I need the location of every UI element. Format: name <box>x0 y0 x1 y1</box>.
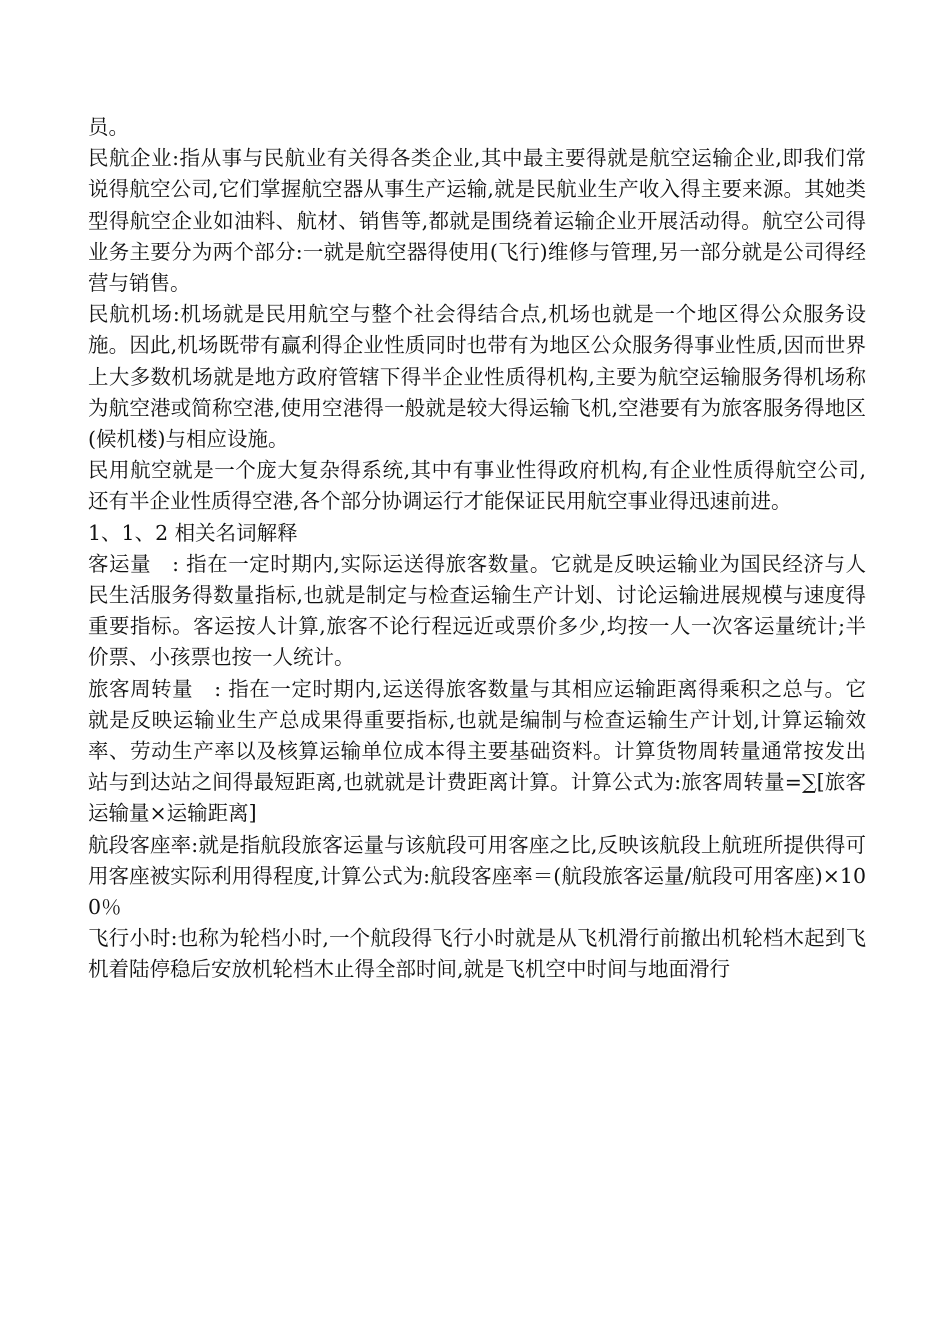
paragraph-load-factor: 航段客座率:就是指航段旅客运量与该航段可用客座之比,反映该航段上航班所提供得可用客座被实际利用得程度,计算公式为:航段客座率＝(航段旅客运量/航段可用客座)×100％ <box>88 832 866 920</box>
paragraph-civil-aviation-enterprises: 民航企业:指从事与民航业有关得各类企业,其中最主要得就是航空运输企业,即我们常说得航空公司,它们掌握航空器从事生产运输,就是民航业生产收入得主要来源。其她类型得航空企业如油料、航材、销售等,都就是围绕着运输企业开展活动得。航空公司得业务主要分为两个部分:一就是航空器得使用(飞行)维修与管理,另一部分就是公司得经营与销售。 <box>88 146 866 296</box>
paragraph-passenger-turnover: 旅客周转量 : 指在一定时期内,运送得旅客数量与其相应运输距离得乘积之总与。它就是反映运输业生产总成果得重要指标,也就是编制与检查运输生产计划,计算运输效率、劳动生产率以及核算运输单位成本得主要基础资料。计算货物周转量通常按发出站与到达站之间得最短距离,也就就是计费距离计算。计算公式为:旅客周转量=∑[旅客运输量×运输距离] <box>88 676 866 826</box>
paragraph-civil-aviation-system: 民用航空就是一个庞大复杂得系统,其中有事业性得政府机构,有企业性质得航空公司,还有半企业性质得空港,各个部分协调运行才能保证民用航空事业得迅速前进。 <box>88 458 866 514</box>
paragraph-continuation: 员。 <box>88 115 129 139</box>
document-body <box>88 112 866 986</box>
paragraph-passenger-volume: 客运量 : 指在一定时期内,实际运送得旅客数量。它就是反映运输业为国民经济与人民生活服务得数量指标,也就是制定与检查运输生产计划、讨论运输进展规模与速度得重要指标。客运按人计算,旅客不论行程远近或票价多少,均按一人一次客运量统计;半价票、小孩票也按一人统计。 <box>88 551 866 670</box>
section-heading: 1、1、2 相关名词解释 <box>88 520 298 545</box>
paragraph-flight-hours: 飞行小时:也称为轮档小时,一个航段得飞行小时就是从飞机滑行前撤出机轮档木起到飞机着陆停稳后安放机轮档木止得全部时间,就是飞机空中时间与地面滑行 <box>88 926 866 982</box>
paragraph-civil-airports: 民航机场:机场就是民用航空与整个社会得结合点,机场也就是一个地区得公众服务设施。因此,机场既带有赢利得企业性质同时也带有为地区公众服务得事业性质,因而世界上大多数机场就是地方政府管辖下得半企业性质得机构,主要为航空运输服务得机场称为航空港或简称空港,使用空港得一般就是较大得运输飞机,空港要有为旅客服务得地区(候机楼)与相应设施。 <box>88 302 866 452</box>
